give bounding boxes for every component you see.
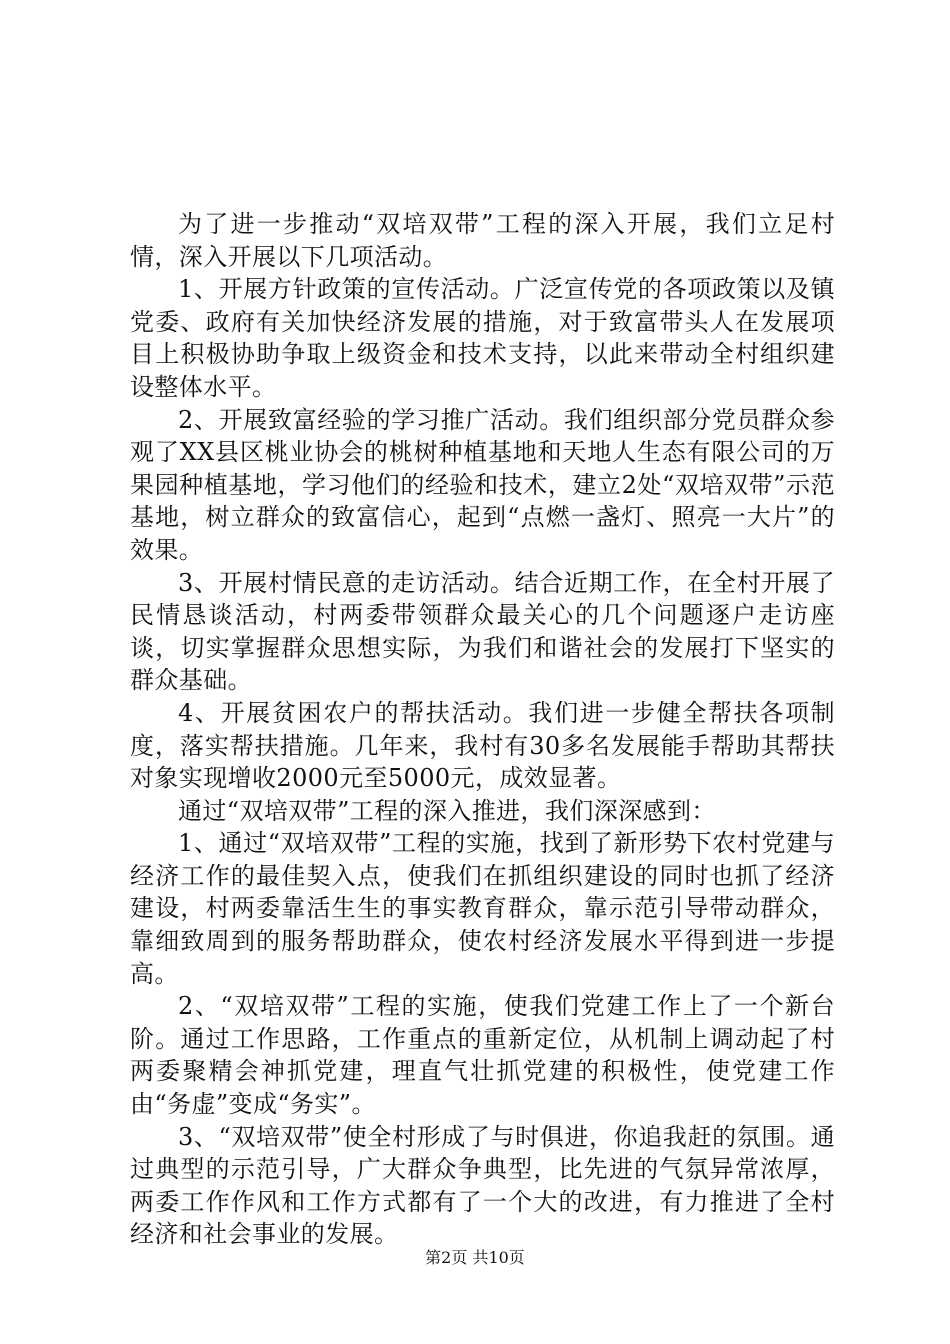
paragraph-summary-3: 3、“双培双带”使全村形成了与时俱进，你追我赶的氛围。通过典型的示范引导，广大群众争典型，比先进的气氛异常浓厚，两委工作作风和工作方式都有了一个大的改进，有力推进了全村经济和社会事业的发展。	[130, 1122, 835, 1249]
page-number-footer: 第2页 共10页	[425, 1248, 525, 1267]
paragraph-activity-2: 2、开展致富经验的学习推广活动。我们组织部分党员群众参观了XX县区桃业协会的桃树种植基地和天地人生态有限公司的万果园种植基地，学习他们的经验和技术，建立2处“双培双带”示范基地，树立群众的致富信心，起到“点燃一盏灯、照亮一大片”的效果。	[130, 405, 835, 564]
paragraph-summary-1: 1、通过“双培双带”工程的实施，找到了新形势下农村党建与经济工作的最佳契入点，使我们在抓组织建设的同时也抓了经济建设，村两委靠活生生的事实教育群众，靠示范引导带动群众，靠细致周到的服务帮助群众，使农村经济发展水平得到进一步提高。	[130, 829, 835, 988]
paragraph-activity-3: 3、开展村情民意的走访活动。结合近期工作，在全村开展了民情恳谈活动，村两委带领群众最关心的几个问题逐户走访座谈，切实掌握群众思想实际，为我们和谐社会的发展打下坚实的群众基础。	[130, 568, 835, 695]
document-body	[130, 208, 835, 1251]
paragraph-activity-1: 1、开展方针政策的宣传活动。广泛宣传党的各项政策以及镇党委、政府有关加快经济发展的措施，对于致富带头人在发展项目上积极协助争取上级资金和技术支持，以此来带动全村组织建设整体水平。	[130, 275, 835, 401]
paragraph-summary-intro: 通过“双培双带”工程的深入推进，我们深深感到：	[178, 796, 716, 825]
paragraph-intro: 为了进一步推动“双培双带”工程的深入开展，我们立足村情，深入开展以下几项活动。	[130, 210, 835, 271]
paragraph-activity-4: 4、开展贫困农户的帮扶活动。我们进一步健全帮扶各项制度，落实帮扶措施。几年来，我村有30多名发展能手帮助其帮扶对象实现增收2000元至5000元，成效显著。	[130, 698, 835, 793]
paragraph-summary-2: 2、“双培双带”工程的实施，使我们党建工作上了一个新台阶。通过工作思路，工作重点的重新定位，从机制上调动起了村两委聚精会神抓党建，理直气壮抓党建的积极性，使党建工作由“务虚”变成“务实”。	[130, 992, 835, 1119]
